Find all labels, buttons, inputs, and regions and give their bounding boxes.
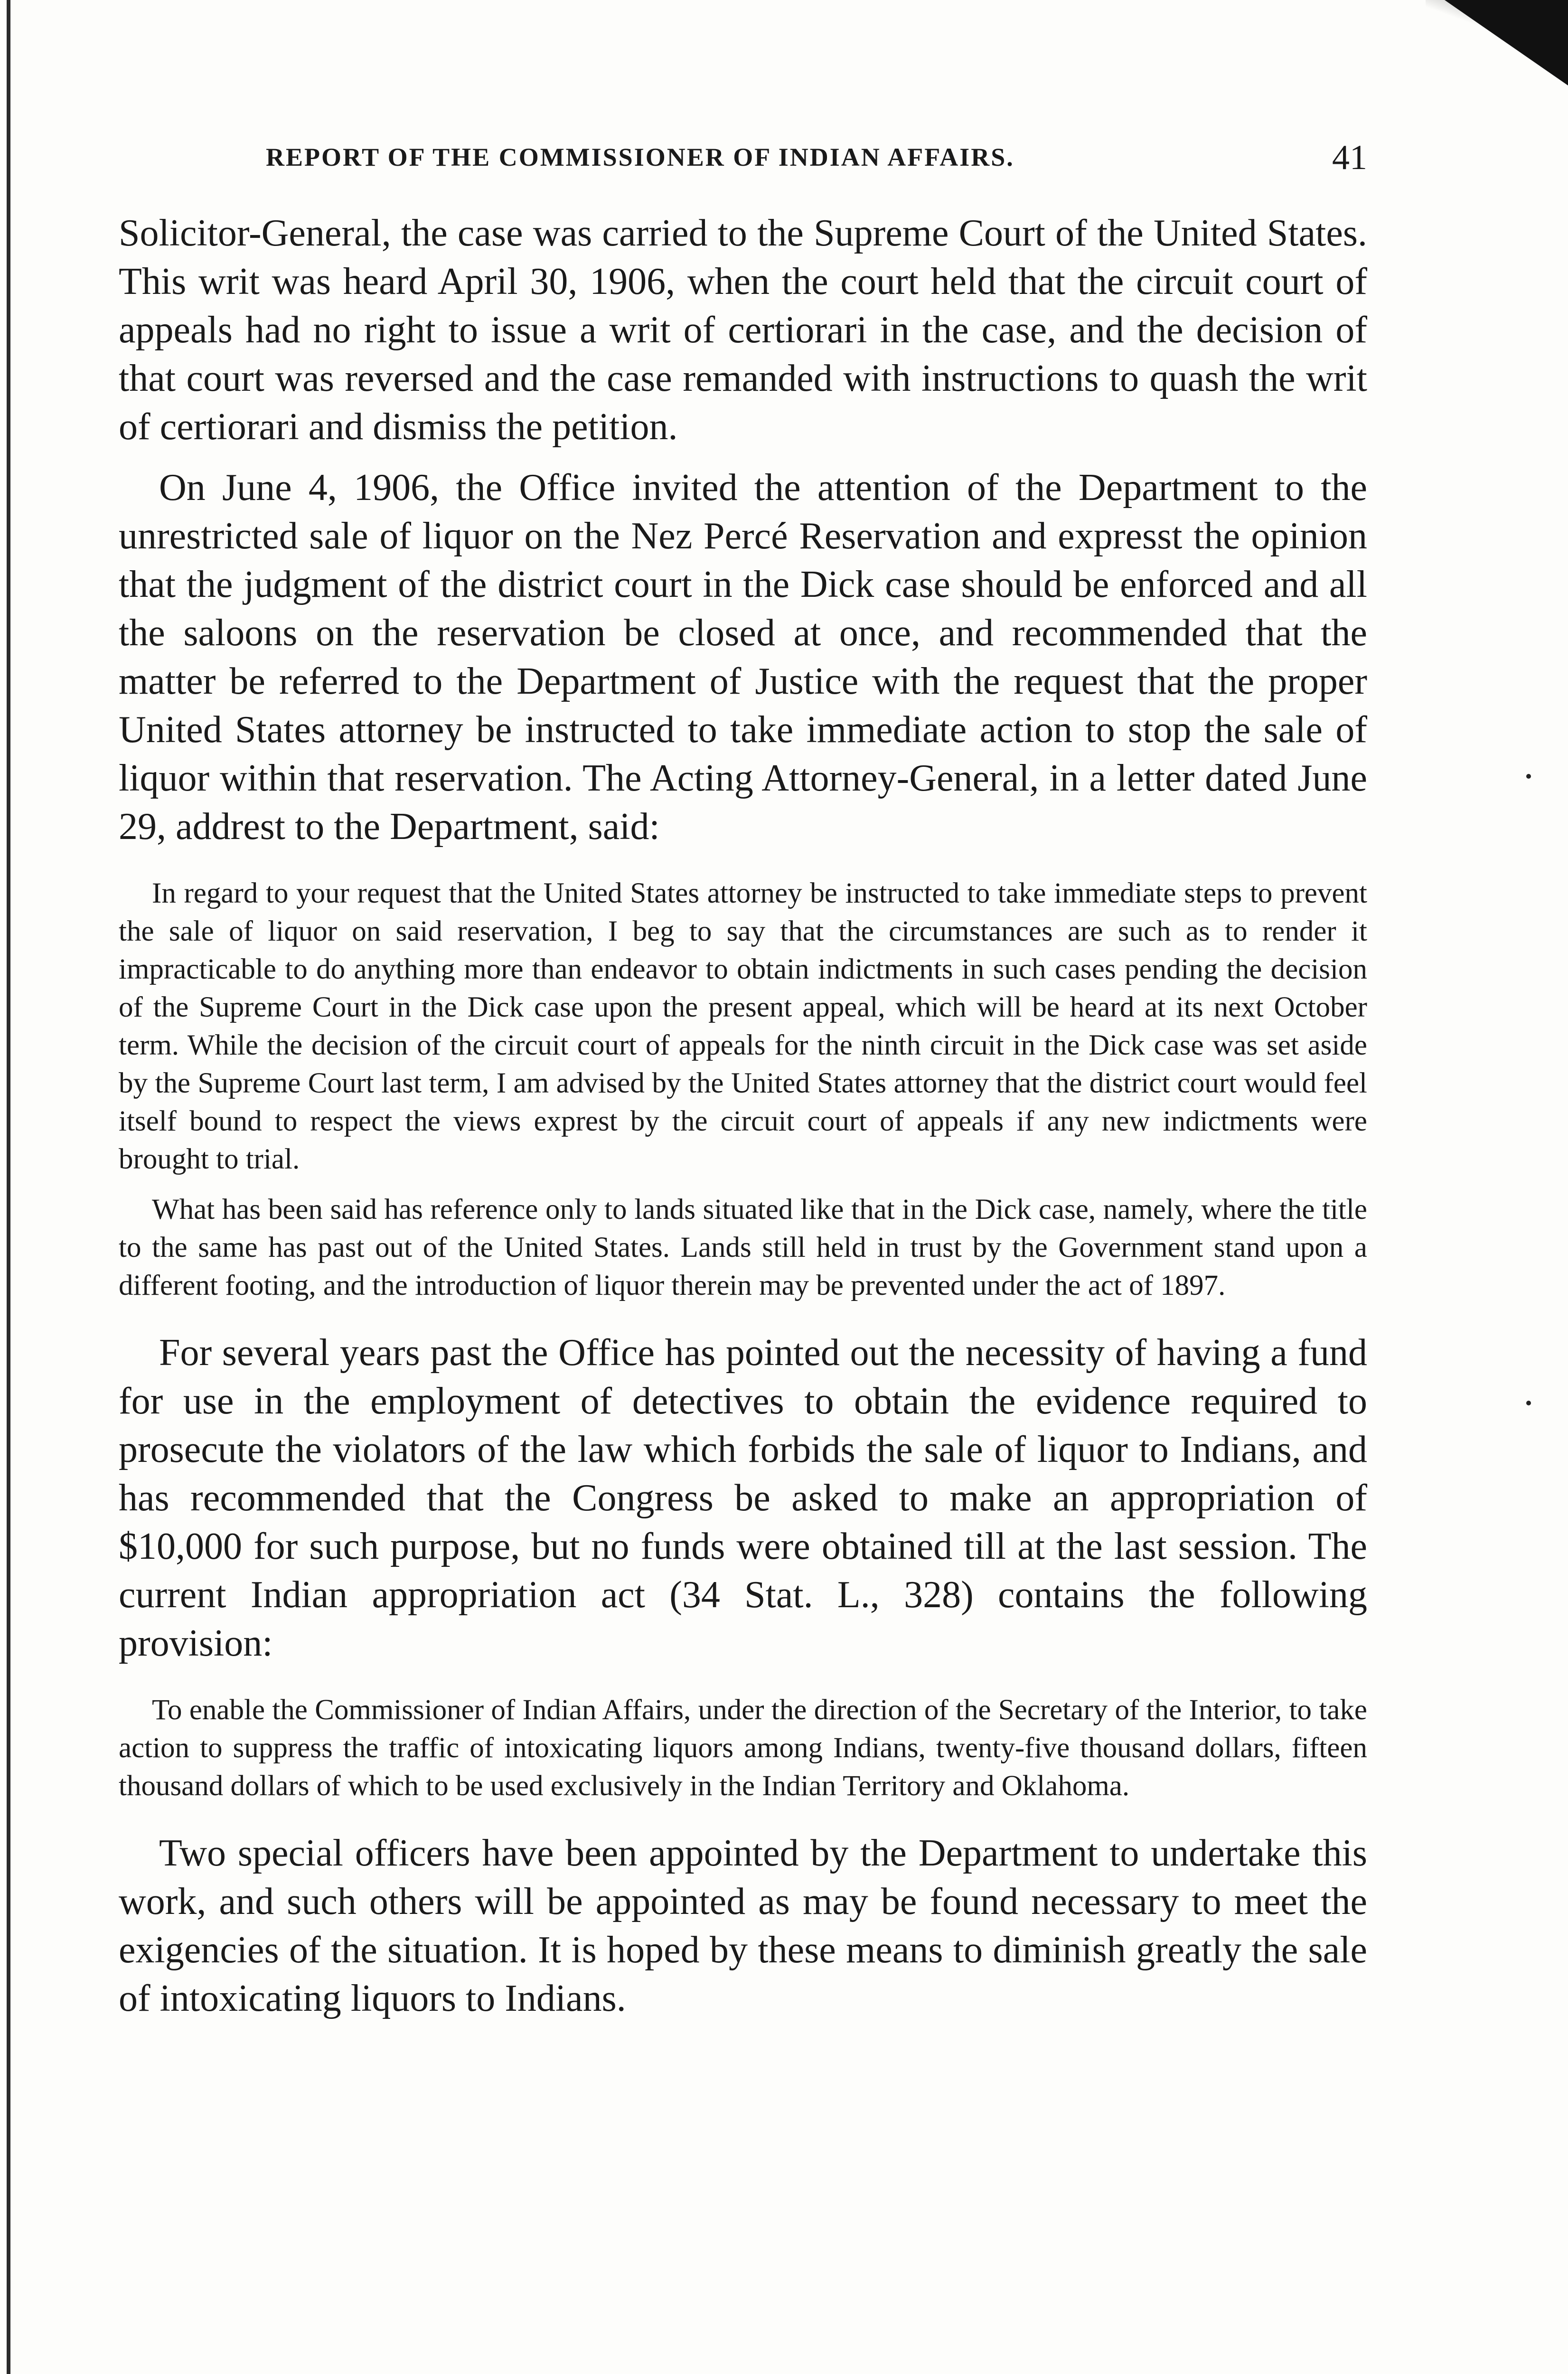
- paragraph-detective-fund: For several years past the Office has pointed out the necessity of having a fund for use in the employment of detectives to obtain the evidence required to prosecute the violators of the law which forbids the sale of liquor to Indians, and has recommended that the Congress be asked to make an appropriation of $10,000 for such purpose, but no funds were obtained till at the last session. The current Indian appropriation act (34 Stat. L., 328) contains the following provision:: [119, 1332, 1367, 1664]
- quote-appropriation-provision: To enable the Commissioner of Indian Affairs, under the direction of the Secretary of the Interior, to take action to suppress the traffic of intoxicating liquors among Indians, twenty-five thousand dollars, fifteen thousand dollars of which to be used exclusively in the Indian Territory and Oklahoma.: [119, 1694, 1367, 1802]
- paragraph-nez-perce: On June 4, 1906, the Office invited the attention of the Department to the unrestricted sale of liquor on the Nez Percé Reservation and expresst the opinion that the judgment of the district court in the Dick case should be enforced and all the saloons on the reservation be closed at once, and recommended that the matter be referred to the Department of Justice with the request that the proper United States attorney be instructed to take immediate action to stop the sale of liquor within that reservation. The Acting Attorney-General, in a letter dated June 29, addrest to the Department, said:: [119, 467, 1367, 848]
- quote-attorney-general-1: In regard to your request that the United States attorney be instructed to take immediate steps to prevent the sale of liquor on said reservation, I beg to say that the circumstances are such as to render it impracticable to do anything more than endeavor to obtain indictments in such cases pending the decision of the Supreme Court in the Dick case upon the present appeal, which will be heard at its next October term. While the decision of the circuit court of appeals for the ninth circuit in the Dick case was set aside by the Supreme Court last term, I am advised by the United States attorney that the district court would feel itself bound to respect the views exprest by the circuit court of appeals if any new indictments were brought to trial.: [119, 877, 1367, 1175]
- folded-corner: [1445, 0, 1568, 85]
- page-body: [119, 209, 1367, 2023]
- paragraph-special-officers: Two special officers have been appointed by the Department to undertake this work, and such others will be appointed as may be found necessary to meet the exigencies of the situation. It is hoped by these means to diminish greatly the sale of intoxicating liquors to Indians.: [119, 1832, 1367, 2019]
- page-number: 41: [1332, 138, 1367, 177]
- paragraph-continuation: Solicitor-General, the case was carried to the Supreme Court of the United States. This writ was heard April 30, 1906, when the court held that the circuit court of appeals had no right to issue a writ of certiorari in the case, and the decision of that court was reversed and the case remanded with instructions to quash the writ of certiorari and dismiss the petition.: [119, 212, 1367, 448]
- stray-mark: [1526, 1401, 1531, 1405]
- stray-mark: [1526, 774, 1531, 779]
- quote-attorney-general-2: What has been said has reference only to lands situated like that in the Dick case, namely, where the title to the same has past out of the United States. Lands still held in trust by the Government stand upon a different footing, and the introduction of liquor therein may be prevented under the act of 1897.: [119, 1194, 1367, 1301]
- running-title: REPORT OF THE COMMISSIONER OF INDIAN AFFAIRS.: [266, 143, 1014, 171]
- page-header: [266, 138, 1367, 180]
- page-left-edge: [7, 0, 10, 2374]
